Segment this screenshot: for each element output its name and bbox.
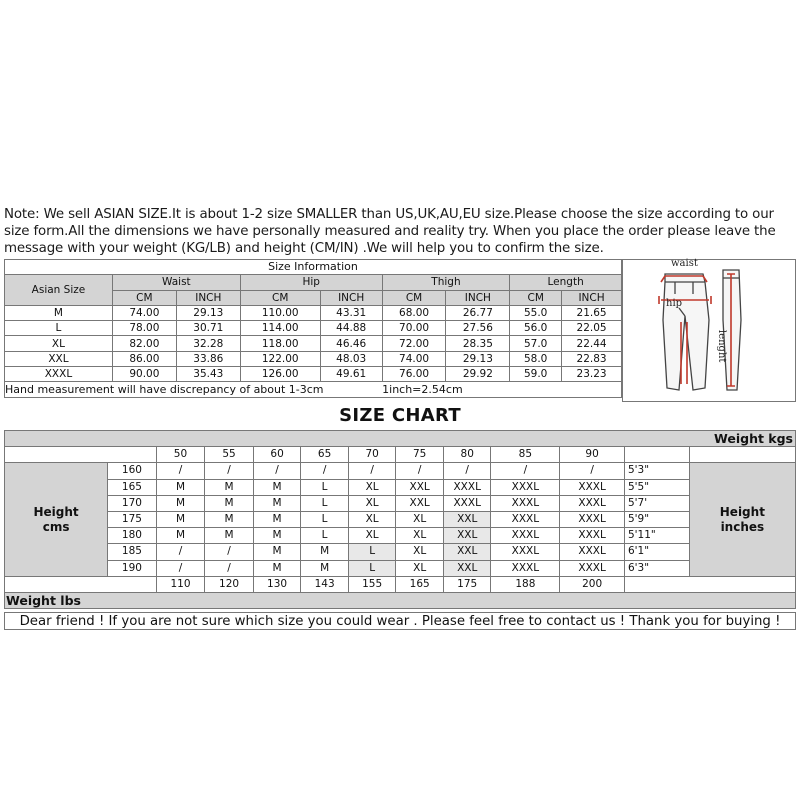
size-value: 49.61 [320, 367, 382, 382]
recommended-size-cell: / [443, 463, 491, 479]
height-cm-value: 165 [108, 479, 157, 495]
recommended-size-cell: / [205, 544, 254, 560]
recommended-size-cell: / [301, 463, 349, 479]
height-inches-label-line: Height [719, 504, 765, 519]
size-label: XXXL [5, 367, 113, 382]
height-cm-value: 190 [108, 560, 157, 576]
size-value: 29.13 [176, 305, 240, 320]
recommended-size-cell: XXL [443, 511, 491, 527]
height-inch-value: 6'1" [624, 544, 689, 560]
recommended-size-cell: L [301, 495, 349, 511]
group-length: Length [510, 275, 622, 290]
recommended-size-cell: XXXL [443, 479, 491, 495]
weight-lb-value: 188 [491, 576, 560, 592]
corner-cell [5, 576, 157, 592]
col-asian-size: Asian Size [5, 275, 113, 306]
diagram-label-waist: waist [671, 258, 698, 269]
height-inches-label-line: inches [720, 519, 765, 534]
diagram-label-length: lenght [716, 330, 727, 363]
weight-lb-value: 130 [253, 576, 301, 592]
recommended-size-cell: / [205, 463, 254, 479]
size-value: 27.56 [446, 321, 510, 336]
recommended-size-cell: M [205, 528, 254, 544]
size-value: 28.35 [446, 336, 510, 351]
recommended-size-cell: XL [396, 511, 444, 527]
weight-kg-header: 80 [443, 447, 491, 463]
weight-lb-value: 110 [156, 576, 205, 592]
recommended-size-cell: XL [396, 528, 444, 544]
size-value: 86.00 [112, 351, 176, 366]
corner-cell [5, 447, 157, 463]
size-value: 56.0 [510, 321, 562, 336]
height-row [5, 528, 796, 544]
recommended-size-cell: M [253, 560, 301, 576]
group-thigh: Thigh [382, 275, 510, 290]
size-value: 23.23 [562, 367, 622, 382]
weight-lb-value: 155 [348, 576, 396, 592]
size-label: XL [5, 336, 113, 351]
size-label: M [5, 305, 113, 320]
unit-header: CM [510, 290, 562, 305]
recommended-size-cell: / [560, 463, 625, 479]
recommended-size-cell: L [348, 544, 396, 560]
recommended-size-cell: XXXL [491, 544, 560, 560]
recommended-size-cell: XXXL [560, 511, 625, 527]
size-row [5, 367, 622, 382]
size-value: 22.83 [562, 351, 622, 366]
weight-lb-value: 200 [560, 576, 625, 592]
height-cm-value: 175 [108, 511, 157, 527]
size-value: 22.05 [562, 321, 622, 336]
size-chart-title: SIZE CHART [339, 405, 461, 426]
trousers-sketch-icon [623, 260, 795, 401]
recommended-size-cell: M [205, 479, 254, 495]
height-cm-value: 160 [108, 463, 157, 479]
recommended-size-cell: XXXL [491, 560, 560, 576]
size-value: 44.88 [320, 321, 382, 336]
weight-lb-value: 143 [301, 576, 349, 592]
recommended-size-cell: M [156, 528, 205, 544]
size-value: 78.00 [112, 321, 176, 336]
size-label: L [5, 321, 113, 336]
weight-lbs-label: Weight lbs [5, 592, 796, 608]
recommended-size-cell: / [156, 463, 205, 479]
recommended-size-cell: XXL [396, 495, 444, 511]
size-value: 29.92 [446, 367, 510, 382]
height-row [5, 463, 796, 479]
recommended-size-cell: M [301, 560, 349, 576]
recommended-size-cell: M [301, 544, 349, 560]
size-value: 82.00 [112, 336, 176, 351]
unit-header: INCH [320, 290, 382, 305]
measurement-disclaimer: Hand measurement will have discrepancy of about 1-3cm [5, 382, 383, 397]
size-value: 122.00 [240, 351, 320, 366]
size-value: 30.71 [176, 321, 240, 336]
size-value: 74.00 [112, 305, 176, 320]
recommended-size-cell: XXXL [443, 495, 491, 511]
weight-lb-value: 165 [396, 576, 444, 592]
size-value: 74.00 [382, 351, 446, 366]
recommended-size-cell: M [253, 511, 301, 527]
size-note: Note: We sell ASIAN SIZE.It is about 1-2 size SMALLER than US,UK,AU,EU size.Please choose the size according to our size form.All the dimensions we have personally measured and reality try. When you place the order please leave the message with your weight (KG/LB) and height (CM/IN) .We will help you to confirm the size. [4, 207, 776, 256]
weight-lb-value: 120 [205, 576, 254, 592]
size-information-table [4, 259, 622, 398]
recommended-size-cell: / [205, 560, 254, 576]
height-inches-label [689, 463, 795, 576]
recommended-size-cell: XXXL [560, 479, 625, 495]
height-row [5, 560, 796, 576]
height-inch-value: 6'3" [624, 560, 689, 576]
unit-header: INCH [176, 290, 240, 305]
recommended-size-cell: M [156, 495, 205, 511]
recommended-size-cell: L [301, 511, 349, 527]
weight-kg-header: 60 [253, 447, 301, 463]
height-inch-value: 5'11" [624, 528, 689, 544]
size-value: 33.86 [176, 351, 240, 366]
weight-kg-header: 75 [396, 447, 444, 463]
weight-kgs-label: Weight kgs [5, 431, 796, 447]
unit-header: INCH [446, 290, 510, 305]
blank-cell [624, 576, 795, 592]
group-hip: Hip [240, 275, 382, 290]
recommended-size-cell: XL [348, 495, 396, 511]
recommended-size-cell: XXXL [491, 495, 560, 511]
recommended-size-cell: M [253, 495, 301, 511]
unit-header: CM [240, 290, 320, 305]
recommended-size-cell: XL [396, 560, 444, 576]
recommended-size-cell: XXXL [560, 544, 625, 560]
recommended-size-cell: XXXL [560, 495, 625, 511]
height-inch-value: 5'7' [624, 495, 689, 511]
size-value: 57.0 [510, 336, 562, 351]
recommended-size-cell: M [253, 479, 301, 495]
size-chart-table [4, 430, 796, 609]
recommended-size-cell: / [396, 463, 444, 479]
recommended-size-cell: XXL [443, 544, 491, 560]
recommended-size-cell: XL [348, 528, 396, 544]
size-value: 114.00 [240, 321, 320, 336]
size-value: 59.0 [510, 367, 562, 382]
contact-message: Dear friend ! If you are not sure which size you could wear . Please feel free to contact us ! Thank you for buying ! [4, 612, 796, 630]
size-value: 70.00 [382, 321, 446, 336]
size-value: 46.46 [320, 336, 382, 351]
size-row [5, 351, 622, 366]
group-waist: Waist [112, 275, 240, 290]
recommended-size-cell: / [156, 560, 205, 576]
height-row [5, 495, 796, 511]
size-value: 76.00 [382, 367, 446, 382]
size-value: 72.00 [382, 336, 446, 351]
size-value: 43.31 [320, 305, 382, 320]
height-cms-label-line: cms [42, 519, 70, 534]
recommended-size-cell: XXXL [491, 479, 560, 495]
recommended-size-cell: XXXL [491, 528, 560, 544]
height-inch-value: 5'9" [624, 511, 689, 527]
weight-kg-header: 70 [348, 447, 396, 463]
recommended-size-cell: XXL [396, 479, 444, 495]
size-value: 68.00 [382, 305, 446, 320]
height-cm-value: 180 [108, 528, 157, 544]
size-value: 32.28 [176, 336, 240, 351]
size-value: 110.00 [240, 305, 320, 320]
recommended-size-cell: L [301, 528, 349, 544]
weight-lb-value: 175 [443, 576, 491, 592]
size-value: 58.0 [510, 351, 562, 366]
size-label: XXL [5, 351, 113, 366]
recommended-size-cell: XXXL [560, 560, 625, 576]
size-value: 48.03 [320, 351, 382, 366]
size-value: 126.00 [240, 367, 320, 382]
size-value: 90.00 [112, 367, 176, 382]
size-row [5, 305, 622, 320]
recommended-size-cell: / [491, 463, 560, 479]
weight-kg-header: 55 [205, 447, 254, 463]
height-inch-value: 5'3" [624, 463, 689, 479]
recommended-size-cell: M [156, 479, 205, 495]
recommended-size-cell: XXL [443, 560, 491, 576]
size-info-title: Size Information [5, 260, 622, 275]
size-row [5, 336, 622, 351]
recommended-size-cell: M [156, 511, 205, 527]
recommended-size-cell: / [348, 463, 396, 479]
diagram-label-hip: hip [666, 298, 683, 309]
recommended-size-cell: XL [348, 479, 396, 495]
recommended-size-cell: XL [396, 544, 444, 560]
recommended-size-cell: L [301, 479, 349, 495]
blank-cell [624, 447, 689, 463]
unit-header: INCH [562, 290, 622, 305]
unit-header: CM [112, 290, 176, 305]
recommended-size-cell: XXXL [491, 511, 560, 527]
recommended-size-cell: M [205, 495, 254, 511]
recommended-size-cell: XXXL [560, 528, 625, 544]
recommended-size-cell: XXL [443, 528, 491, 544]
height-cm-value: 170 [108, 495, 157, 511]
recommended-size-cell: M [253, 528, 301, 544]
size-value: 118.00 [240, 336, 320, 351]
size-value: 29.13 [446, 351, 510, 366]
weight-kg-header: 90 [560, 447, 625, 463]
height-cms-label-line: Height [33, 504, 79, 519]
trousers-diagram [622, 259, 796, 402]
weight-kg-header: 85 [491, 447, 560, 463]
size-value: 55.0 [510, 305, 562, 320]
size-value: 22.44 [562, 336, 622, 351]
height-row [5, 511, 796, 527]
height-cms-label [5, 463, 108, 576]
size-value: 26.77 [446, 305, 510, 320]
weight-kg-header: 50 [156, 447, 205, 463]
recommended-size-cell: XL [348, 511, 396, 527]
inch-conversion: 1inch=2.54cm [382, 382, 621, 397]
size-value: 35.43 [176, 367, 240, 382]
unit-header: CM [382, 290, 446, 305]
height-inch-value: 5'5" [624, 479, 689, 495]
size-row [5, 321, 622, 336]
recommended-size-cell: / [253, 463, 301, 479]
recommended-size-cell: L [348, 560, 396, 576]
height-row [5, 479, 796, 495]
blank-cell [689, 447, 795, 463]
weight-kg-header: 65 [301, 447, 349, 463]
recommended-size-cell: M [253, 544, 301, 560]
height-cm-value: 185 [108, 544, 157, 560]
size-value: 21.65 [562, 305, 622, 320]
recommended-size-cell: / [156, 544, 205, 560]
height-row [5, 544, 796, 560]
recommended-size-cell: M [205, 511, 254, 527]
